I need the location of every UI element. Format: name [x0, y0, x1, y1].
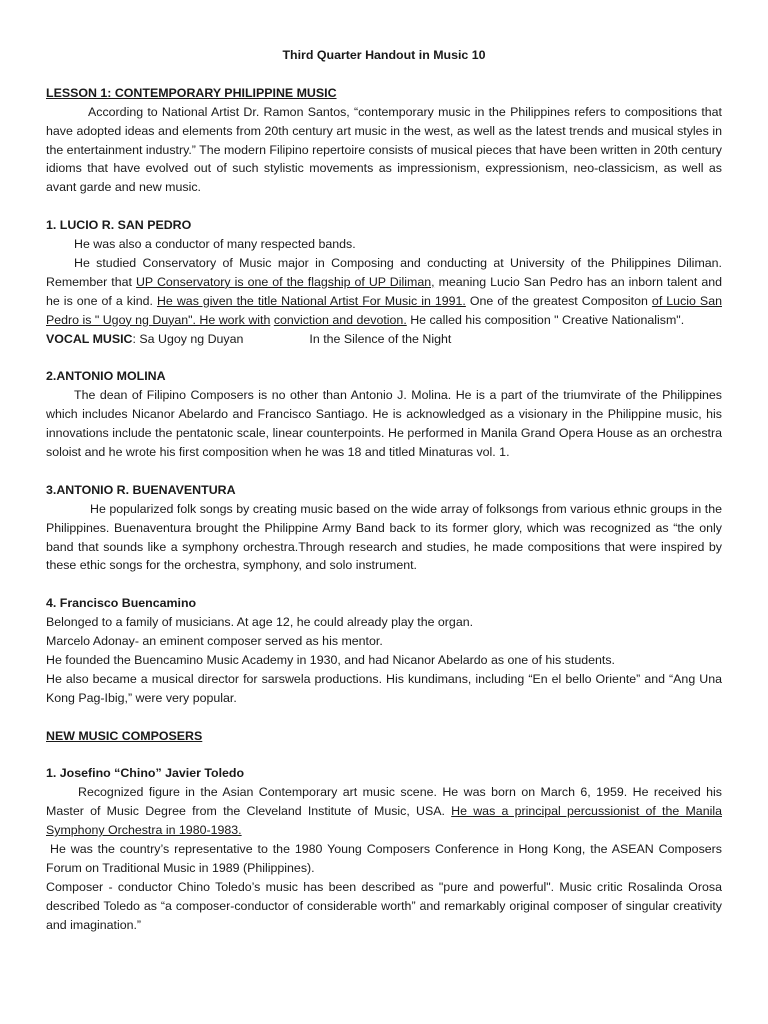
buencamino-line: He founded the Buencamino Music Academy in 1930, and had Nicanor Abelardo as one of his students. [46, 652, 615, 667]
section-heading-buencamino: 4. Francisco Buencamino [46, 596, 197, 611]
molina-paragraph: The dean of Filipino Composers is no other than Antonio J. Molina. He is a part of the triumvirate of the Philippines which includes Nicanor Abelardo and Francisco Santiago. He is acknowledged as a visionary in the Philippine music, his innovations include the pentatonic scale, linear counterpoints. He performed in Manila Grand Opera House as an orchestra soloist and he wrote his first composition when he was 18 and titled Minaturas vol. 1. [46, 388, 722, 459]
underlined-text: He was a principal percussionist of the Manila Symphony Orchestra in 1980-1983. [46, 804, 722, 838]
toledo-paragraph-1: Recognized figure in the Asian Contemporary art music scene. He was born on March 6, 1959. He received his Master of Music Degree from the Cleveland Institute of Music, USA. He was a principal percussionist of the Manila Symphony Orchestra in 1980-1983. [46, 785, 722, 838]
vocal-work-2: In the Silence of the Night [309, 331, 452, 346]
san-pedro-paragraph-2: He studied Conservatory of Music major in Composing and conducting at University of the Philippines Diliman. Remember that UP Conservatory is one of the flagship of UP Diliman, meaning Lucio San Pedro has an inborn talent and he is one of a kind. He was given the title National Artist For Music in 1991. One of the greatest Compositon of Lucio San Pedro is " Ugoy ng Duyan". He work with conviction and devotion. He called his composition " Creative Nationalism". [46, 255, 723, 327]
underlined-text: conviction and devotion. [273, 312, 407, 327]
buencamino-line: Marcelo Adonay- an eminent composer served as his mentor. [46, 634, 383, 649]
buencamino-line: Belonged to a family of musicians. At age 12, he could already play the organ. [46, 615, 474, 630]
underlined-text: of Lucio San Pedro is " Ugoy ng Duyan". He work with [46, 293, 722, 327]
new-music-heading: NEW MUSIC COMPOSERS [46, 728, 203, 743]
section-heading-molina: 2.ANTONIO MOLINA [46, 369, 166, 384]
underlined-text: He was given the title National Artist For Music in 1991. [156, 293, 466, 308]
san-pedro-paragraph-1: He was also a conductor of many respected bands. [74, 237, 356, 252]
lesson-intro-paragraph: According to National Artist Dr. Ramon Santos, “contemporary music in the Philippines refers to compositions that have adopted ideas and elements from 20th century art music in the west, as well as the latest trends and musical styles in the entertainment industry.” The modern Filipino repertoire consists of musical pieces that have been written in 20th century idioms that have evolved out of such stylistic movements as impressionism, expressionism, neo-classicism, as well as avant garde and new music. [46, 104, 722, 195]
underlined-text: UP Conservatory is one of the flagship of UP Diliman, [135, 274, 435, 289]
buenaventura-paragraph: He popularized folk songs by creating music based on the wide array of folksongs from various ethnic groups in the Philippines. Buenaventura brought the Philippine Army Band back to its former glory, which was recognized as “the only band that sounds like a symphony orchestra.Through research and studies, he made compositions that were inspired by these ethic songs for the orchestra, symphony, and solo instrument. [46, 501, 722, 573]
vocal-music-line [46, 330, 722, 349]
section-heading-buenaventura: 3.ANTONIO R. BUENAVENTURA [46, 482, 236, 497]
document-title: Third Quarter Handout in Music 10 [282, 48, 486, 62]
section-heading-toledo: 1. Josefino “Chino” Javier Toledo [46, 766, 245, 781]
section-heading-san-pedro: 1. LUCIO R. SAN PEDRO [46, 218, 192, 233]
buencamino-line: He also became a musical director for sarswela productions. His kundimans, including “En el bello Oriente” and “Ang Una Kong Pag-Ibig,” were very popular. [46, 671, 722, 705]
toledo-paragraph-2: He was the country’s representative to the 1980 Young Composers Conference in Hong Kong, the ASEAN Composers Forum on Traditional Music in 1989 (Philippines). [46, 841, 722, 875]
lesson-heading: LESSON 1: CONTEMPORARY PHILIPPINE MUSIC [46, 85, 337, 100]
toledo-paragraph-3: Composer - conductor Chino Toledo’s music has been described as "pure and powerful". Music critic Rosalinda Orosa described Toledo as “a composer-conductor of considerable worth” and remarkably original composer of singular creativity and imagination.” [46, 879, 722, 932]
vocal-music-label: VOCAL MUSIC [46, 331, 133, 346]
vocal-work-1: : Sa Ugoy ng Duyan [132, 331, 244, 346]
